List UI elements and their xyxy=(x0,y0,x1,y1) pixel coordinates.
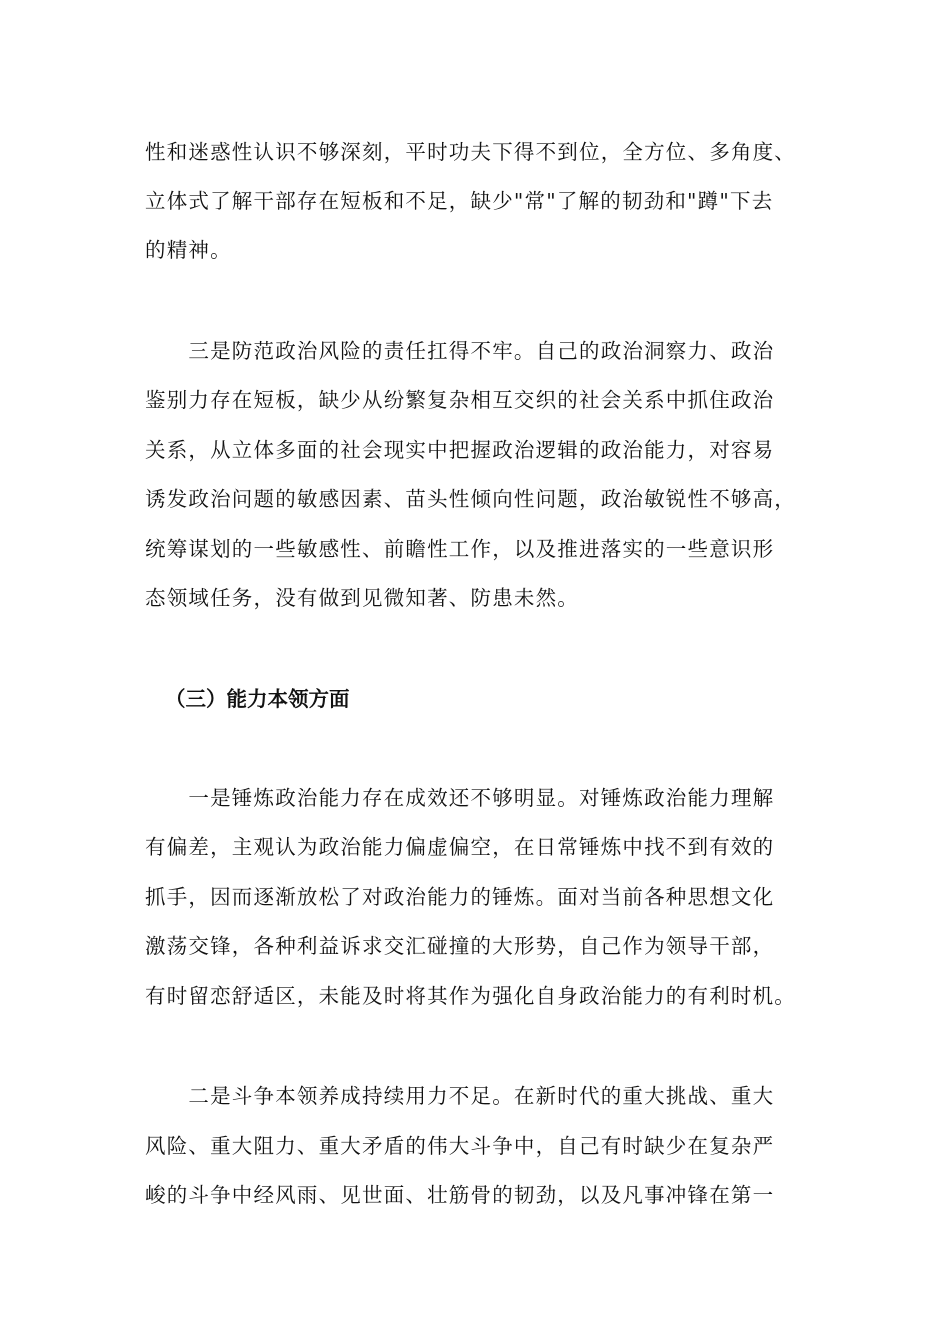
paragraph-2-line-6: 态领域任务，没有做到见微知著、防患未然。 xyxy=(145,586,579,610)
paragraph-2-line-5: 统筹谋划的一些敏感性、前瞻性工作，以及推进落实的一些意识形 xyxy=(145,537,775,561)
paragraph-1-line-2: 立体式了解干部存在短板和不足，缺少"常"了解的韧劲和"蹲"下去 xyxy=(145,189,774,213)
section-heading: （三）能力本领方面 xyxy=(165,687,350,711)
paragraph-3-line-3: 抓手，因而逐渐放松了对政治能力的锤炼。面对当前各种思想文化 xyxy=(145,885,775,909)
paragraph-4-line-3: 峻的斗争中经风雨、见世面、壮筋骨的韧劲，以及凡事冲锋在第一 xyxy=(145,1183,775,1207)
paragraph-3-line-2: 有偏差，主观认为政治能力偏虚偏空，在日常锤炼中找不到有效的 xyxy=(145,835,775,859)
paragraph-4-line-1: 二是斗争本领养成持续用力不足。在新时代的重大挑战、重大 xyxy=(145,1084,775,1108)
paragraph-3-line-1: 一是锤炼政治能力存在成效还不够明显。对锤炼政治能力理解 xyxy=(145,786,775,810)
paragraph-2-line-3: 关系，从立体多面的社会现实中把握政治逻辑的政治能力，对容易 xyxy=(145,438,775,462)
paragraph-3-line-5: 有时留恋舒适区，未能及时将其作为强化自身政治能力的有利时机。 xyxy=(145,984,796,1008)
paragraph-2-line-2: 鉴别力存在短板，缺少从纷繁复杂相互交织的社会关系中抓住政治 xyxy=(145,388,775,412)
paragraph-2-line-1: 三是防范政治风险的责任扛得不牢。自己的政治洞察力、政治 xyxy=(145,339,775,363)
paragraph-3-line-4: 激荡交锋，各种利益诉求交汇碰撞的大形势，自己作为领导干部， xyxy=(145,934,775,958)
paragraph-1-line-1: 性和迷惑性认识不够深刻，平时功夫下得不到位，全方位、多角度、 xyxy=(145,140,796,164)
paragraph-1-line-3: 的精神。 xyxy=(145,238,232,262)
paragraph-4-line-2: 风险、重大阻力、重大矛盾的伟大斗争中，自己有时缺少在复杂严 xyxy=(145,1134,775,1158)
paragraph-2-line-4: 诱发政治问题的敏感因素、苗头性倾向性问题，政治敏锐性不够高， xyxy=(145,487,796,511)
